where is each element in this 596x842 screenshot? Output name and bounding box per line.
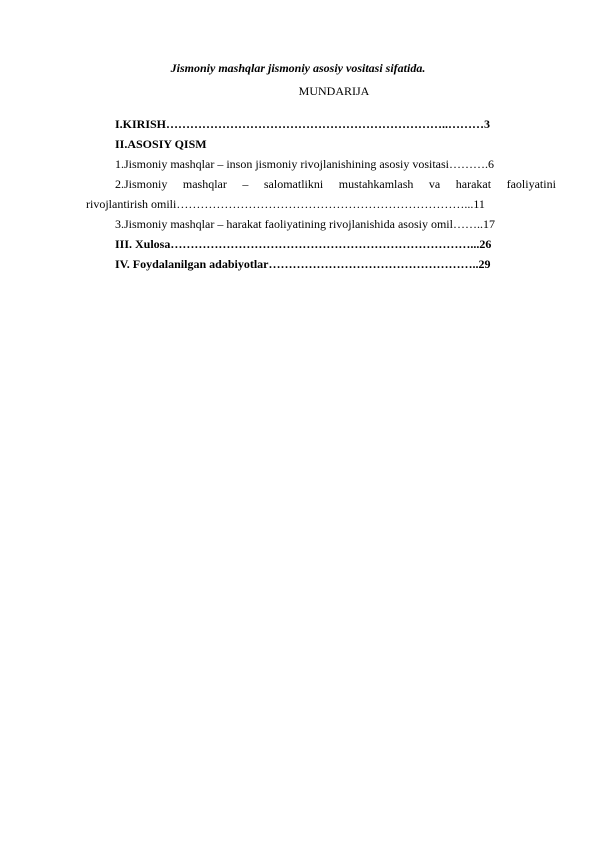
toc-entry-chapter-2[interactable] [86, 174, 556, 194]
toc-entry-xulosa[interactable]: III. Xulosa…………………………………………………………………...26 [115, 237, 492, 251]
toc-entry-chapter-3[interactable]: 3.Jismoniy mashqlar – harakat faoliyatining rivojlanishida asosiy omil……..17 [115, 217, 495, 231]
toc-entry-chapter-2-word: mashqlar [182, 177, 227, 191]
toc-heading: MUNDARIJA [298, 84, 370, 98]
toc-entry-chapter-2-word: harakat [455, 177, 492, 191]
toc-entry-adabiyotlar[interactable]: IV. Foydalanilgan adabiyotlar……………………………………………..29 [115, 257, 491, 271]
toc-entry-chapter-2-word: 2.Jismoniy [115, 177, 168, 191]
toc-entry-asosiy-qism[interactable]: II.ASOSIY QISM [115, 137, 207, 151]
document-title: Jismoniy mashqlar jismoniy asosiy vositasi sifatida. [170, 61, 426, 75]
toc-entry-chapter-2-continuation[interactable]: rivojlantirish omili………………………………………………………………...11 [86, 197, 485, 211]
table-of-contents [86, 114, 556, 274]
toc-entry-chapter-2-word: va [428, 177, 441, 191]
toc-entry-chapter-2-word: mustahkamlash [338, 177, 414, 191]
toc-entry-chapter-1[interactable]: 1.Jismoniy mashqlar – inson jismoniy rivojlanishining asosiy vositasi……….6 [115, 157, 495, 171]
toc-entry-chapter-2-word: faoliyatini [506, 177, 556, 191]
toc-entry-chapter-2-word: salomatlikni [263, 177, 324, 191]
toc-entry-chapter-2-word: – [242, 177, 249, 191]
toc-entry-kirish[interactable]: I.KIRISH……………………………………………………………..………3 [115, 117, 491, 131]
